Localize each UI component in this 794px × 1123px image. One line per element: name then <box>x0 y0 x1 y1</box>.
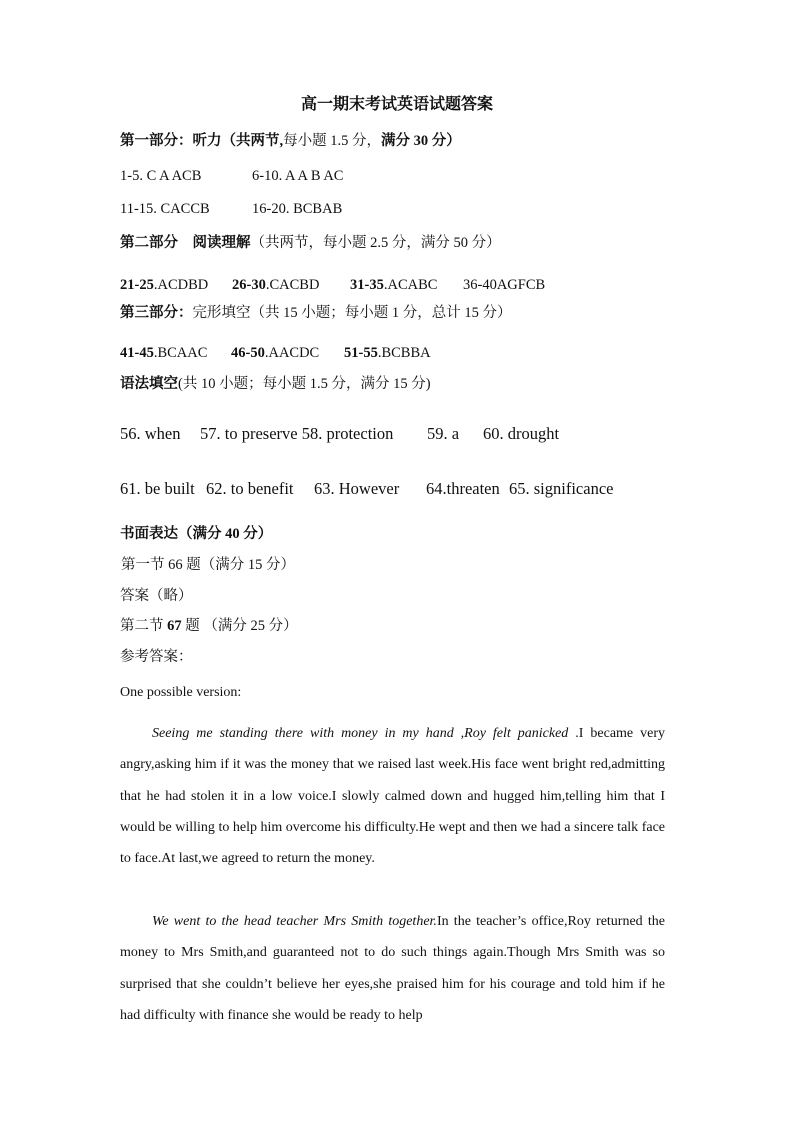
grammar-heading-bold: 语法填空 <box>120 376 178 392</box>
answers-21-25: 21-25.ACDBD <box>120 277 209 293</box>
essay-paragraph-2-italic: We went to the head teacher Mrs Smith together. <box>152 914 437 929</box>
answers-36-40: 36-40AGFCB <box>463 277 546 293</box>
answer-62: 62. to benefit <box>206 479 294 498</box>
part3-heading-bold: 第三部分： <box>120 305 193 321</box>
writing-heading: 书面表达（满分 40 分） <box>120 526 273 542</box>
essay-paragraph-1 <box>120 718 665 874</box>
essay-paragraph-2-text: In the teacher’s office,Roy returned the money to Mrs Smith,and guaranteed not to do such things again.Though Mrs Smith was so surprised that she couldn’t believe her eyes,she praised him for his courage and told him if he had difficulty with finance she would be ready to help <box>120 914 665 1023</box>
answers-16-20: 16-20. BCBAB <box>252 201 343 217</box>
answer-omitted: 答案（略） <box>120 588 193 604</box>
part1-answers-row1 <box>120 167 343 185</box>
part3-heading-normal: 完形填空（共 15 小题；每小题 1 分，总计 15 分） <box>192 305 512 321</box>
answer-59: 59. a <box>427 424 460 443</box>
part1-heading-bold: 第一部分：听力（共两节, <box>120 133 284 149</box>
part2-answers <box>120 276 545 294</box>
answer-56: 56. when <box>120 424 181 443</box>
part1-heading-bold2: 满分 30 分） <box>381 133 461 149</box>
writing-section2: 第二节 67 题 （满分 25 分） <box>120 618 298 634</box>
reference-answer-label: 参考答案： <box>120 649 193 665</box>
answer-65: 65. significance <box>509 479 614 498</box>
answers-51-55: 51-55.BCBBA <box>344 345 431 361</box>
essay-paragraph-1-italic: Seeing me standing there with money in my hand ,Roy felt panicked <box>152 726 569 741</box>
essay-paragraph-1-text: .I became very angry,asking him if it was the money that we raised last week.His face went bright red,admitting that he had stolen it in a low voice.I slowly calmed down and hugged him,telling him that I would be willing to help him overcome his difficulty.He wept and then we had a sincere talk face to face.At last,we agreed to return the money. <box>120 726 665 867</box>
grammar-heading-normal: (共 10 小题；每小题 1.5 分，满分 15 分) <box>178 376 431 392</box>
answers-11-15: 11-15. CACCB <box>120 201 210 217</box>
part2-heading-bold: 第二部分 阅读理解 <box>120 235 251 251</box>
possible-version-label: One possible version: <box>120 685 242 700</box>
part1-heading <box>120 132 461 150</box>
part2-heading <box>120 234 501 252</box>
grammar-heading <box>120 375 431 393</box>
part3-heading <box>120 304 512 322</box>
part1-answers-row2 <box>120 200 342 218</box>
answer-61: 61. be built <box>120 479 195 498</box>
part1-heading-normal: 每小题 1.5 分， <box>283 133 381 149</box>
grammar-answers-row2 <box>120 480 613 498</box>
part2-heading-normal: （共两节，每小题 2.5 分，满分 50 分） <box>250 235 501 251</box>
part3-answers <box>120 344 431 362</box>
answer-60: 60. drought <box>483 424 560 443</box>
answers-26-30: 26-30.CACBD <box>232 277 320 293</box>
grammar-answers-row1 <box>120 425 559 443</box>
answers-1-5: 1-5. C A ACB <box>120 168 202 184</box>
answers-31-35: 31-35.ACABC <box>350 277 438 293</box>
writing-section1: 第一节 66 题（满分 15 分） <box>121 557 295 573</box>
answers-41-45: 41-45.BCAAC <box>120 345 208 361</box>
essay-paragraph-2 <box>120 906 665 1031</box>
answer-64: 64.threaten <box>426 479 500 498</box>
answer-57-58: 57. to preserve 58. protection <box>200 424 394 443</box>
answers-6-10: 6-10. A A B AC <box>252 168 344 184</box>
answer-63: 63. However <box>314 479 400 498</box>
answers-46-50: 46-50.AACDC <box>231 345 320 361</box>
page-title: 高一期末考试英语试题答案 <box>300 96 493 113</box>
